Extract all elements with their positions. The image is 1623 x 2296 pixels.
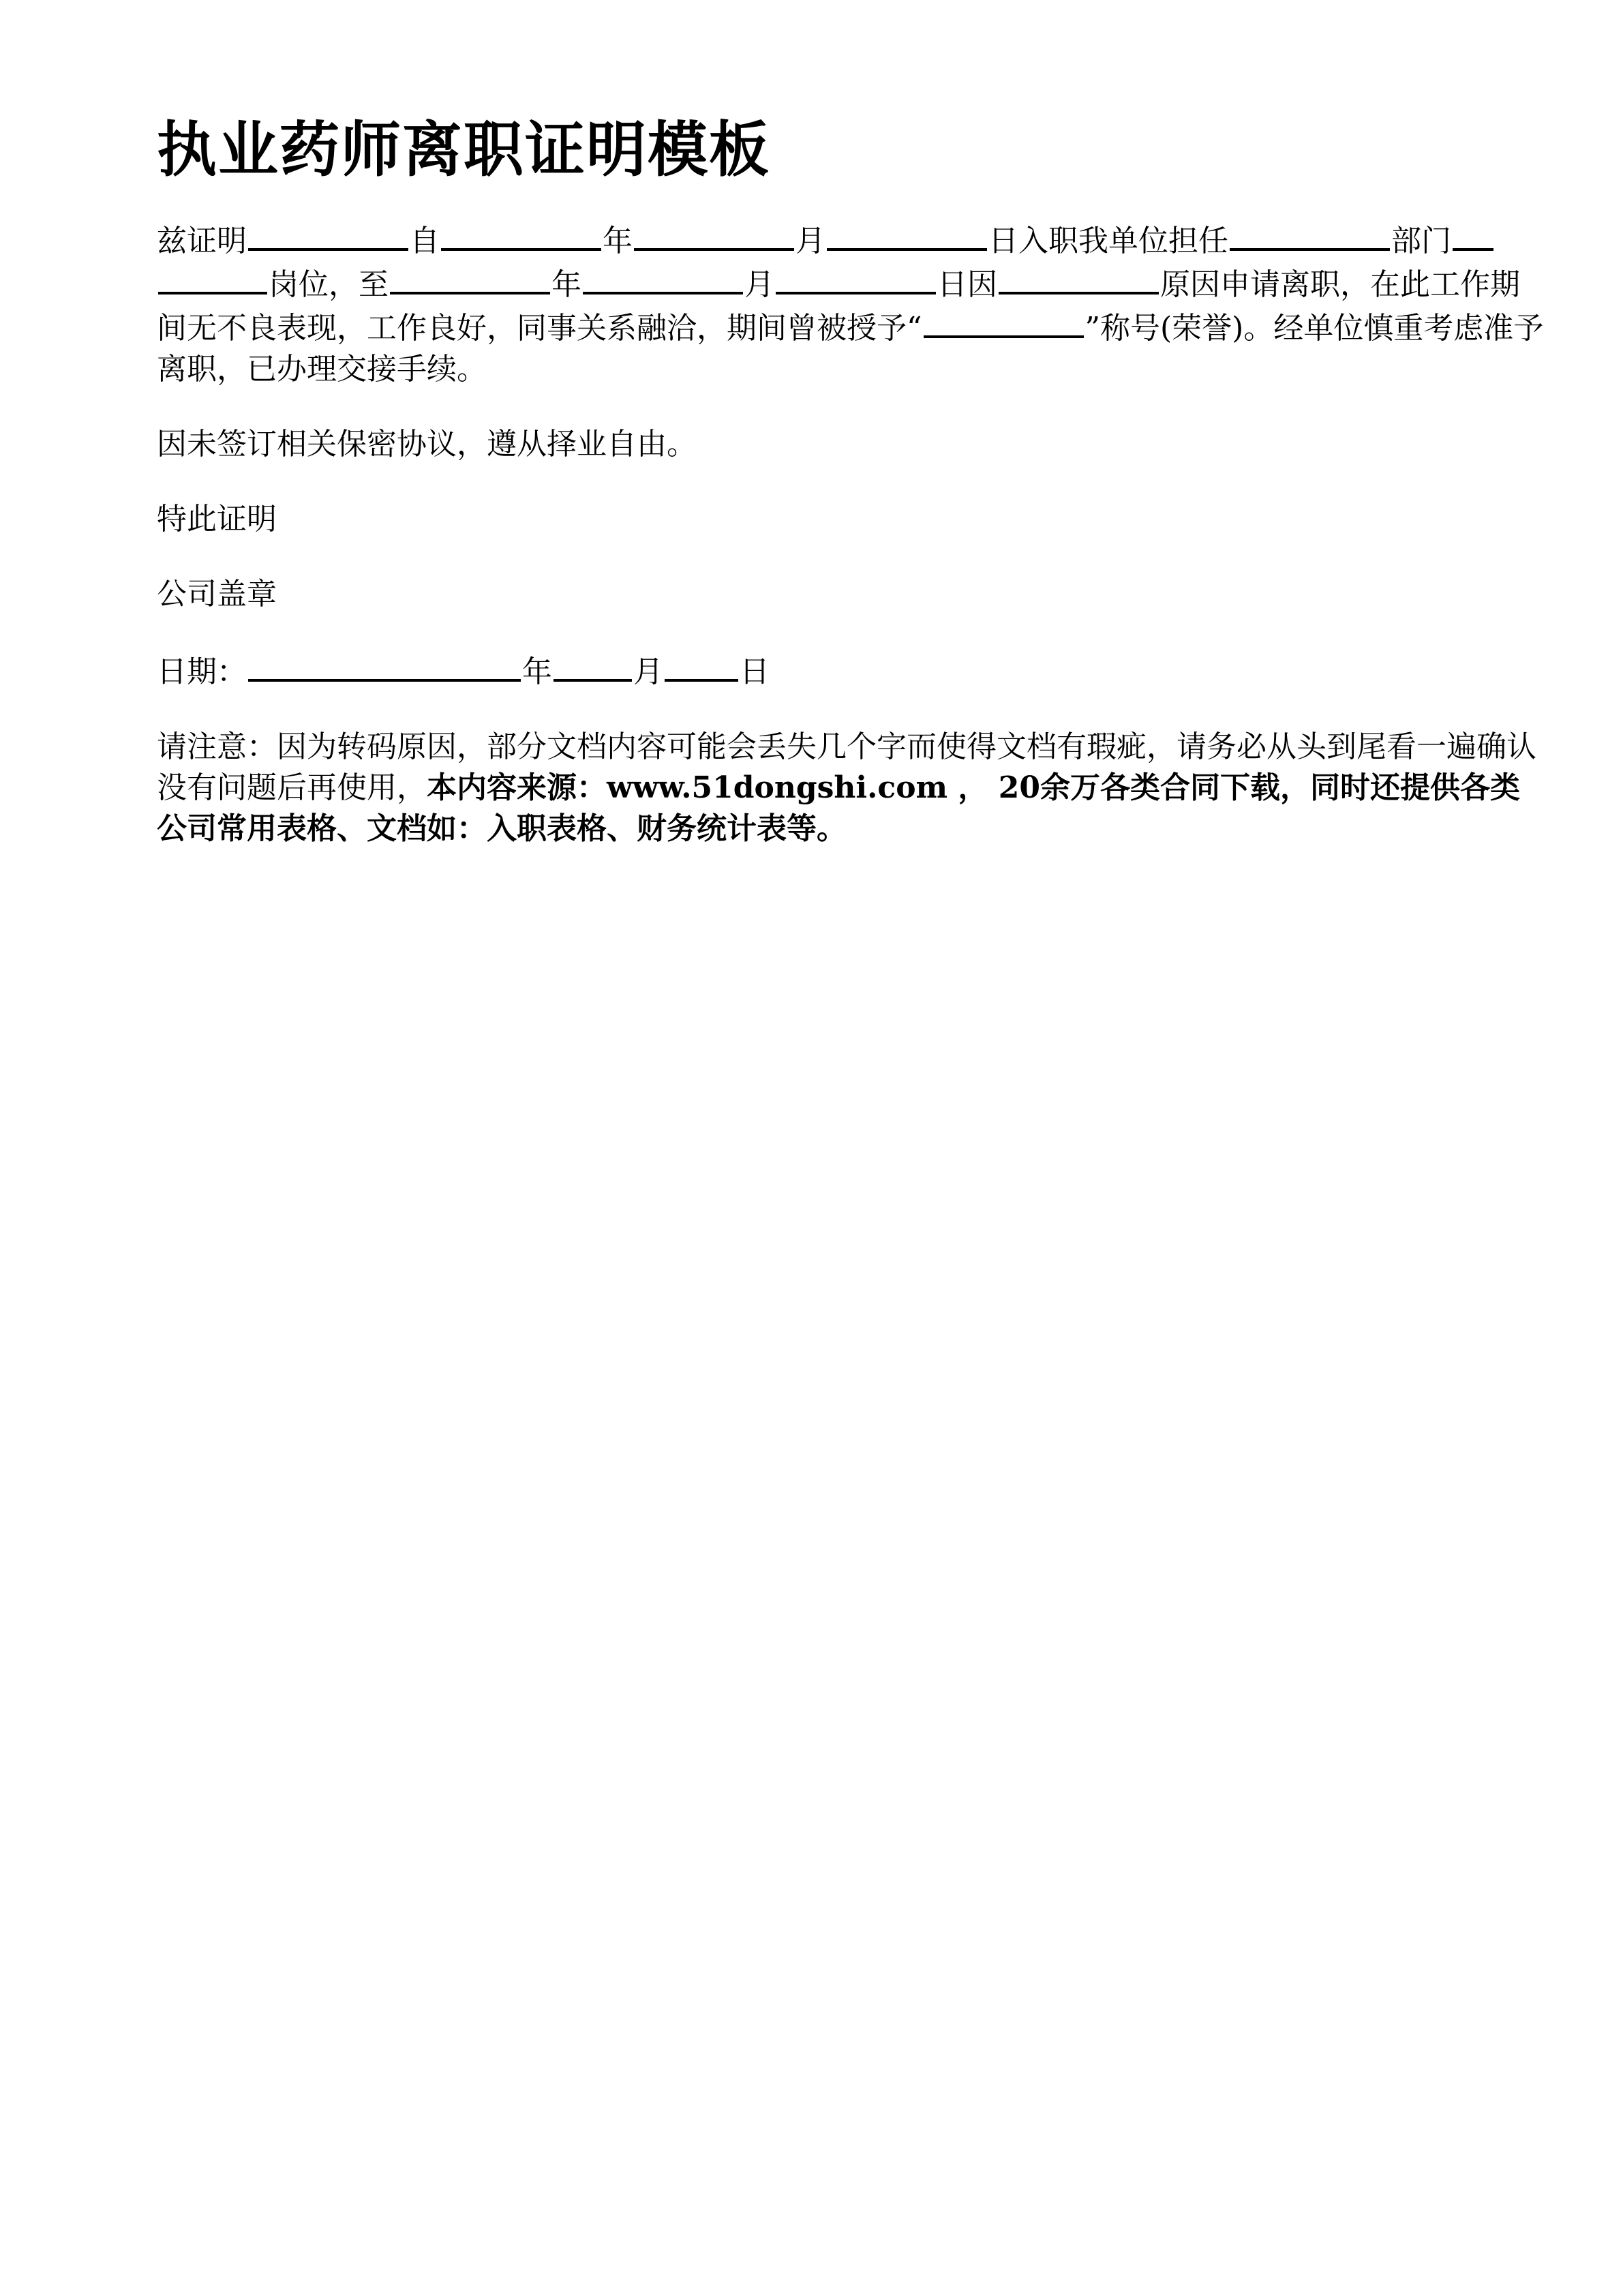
- start-year-blank: [441, 218, 601, 251]
- position-blank-part2: [158, 262, 267, 294]
- start-day-blank: [827, 218, 987, 251]
- certificate-body-paragraph: [157, 218, 1544, 390]
- start-month-blank: [634, 218, 794, 251]
- end-day-blank: [776, 262, 936, 294]
- department-blank: [1230, 218, 1390, 251]
- text-segment: 岗位，至: [269, 267, 389, 302]
- certification-statement: 特此证明: [157, 502, 277, 537]
- year-label: 年: [522, 654, 552, 689]
- date-line: [157, 649, 1544, 693]
- text-segment: 月: [795, 224, 825, 258]
- notice-text: 请注意：因为转码原因，部分文档内容可能会丢失几个字而使得文档有瑕疵，请务必从头到尾看一遍确认没有问题后再使用，: [157, 729, 1536, 805]
- text-segment: ”称号(荣誉)。经单位慎重考虑准予离职，已办理交接手续。: [157, 311, 1544, 387]
- name-blank: [248, 218, 408, 251]
- text-segment: 年: [603, 224, 633, 258]
- confidentiality-paragraph: 因未签订相关保密协议，遵从择业自由。: [157, 427, 697, 462]
- company-seal-label: 公司盖章: [157, 577, 277, 611]
- text-segment: 年: [551, 267, 581, 302]
- notice-paragraph: [157, 727, 1544, 849]
- day-label: 日: [740, 654, 770, 689]
- end-year-blank: [390, 262, 550, 294]
- text-segment: 日因: [937, 267, 997, 302]
- date-day-blank: [665, 649, 738, 682]
- end-month-blank: [583, 262, 743, 294]
- date-label: 日期：: [157, 654, 247, 689]
- text-segment: 兹证明: [157, 224, 247, 258]
- source-notice-text: 本内容来源：www.51dongshi.com ， 20余万各类合同下载，同时还提供各类公司常用表格、文档如：入职表格、财务统计表等。: [157, 770, 1520, 846]
- date-year-blank: [248, 649, 521, 682]
- document-page: [157, 109, 1544, 883]
- date-month-blank: [553, 649, 632, 682]
- document-title: 执业药师离职证明模板: [157, 115, 771, 185]
- text-segment: 自: [410, 224, 440, 258]
- text-segment: 日入职我单位担任: [988, 224, 1228, 258]
- text-segment: 部门: [1391, 224, 1451, 258]
- honor-title-blank: [924, 305, 1084, 338]
- text-segment: 月: [744, 267, 774, 302]
- month-label: 月: [633, 654, 663, 689]
- position-blank-part1: [1453, 218, 1493, 251]
- reason-blank: [999, 262, 1159, 294]
- text-segment: 原因申请离职，在此工作期间无不良表现，工作良好，同事关系融洽，期间曾被授予“: [157, 267, 1520, 346]
